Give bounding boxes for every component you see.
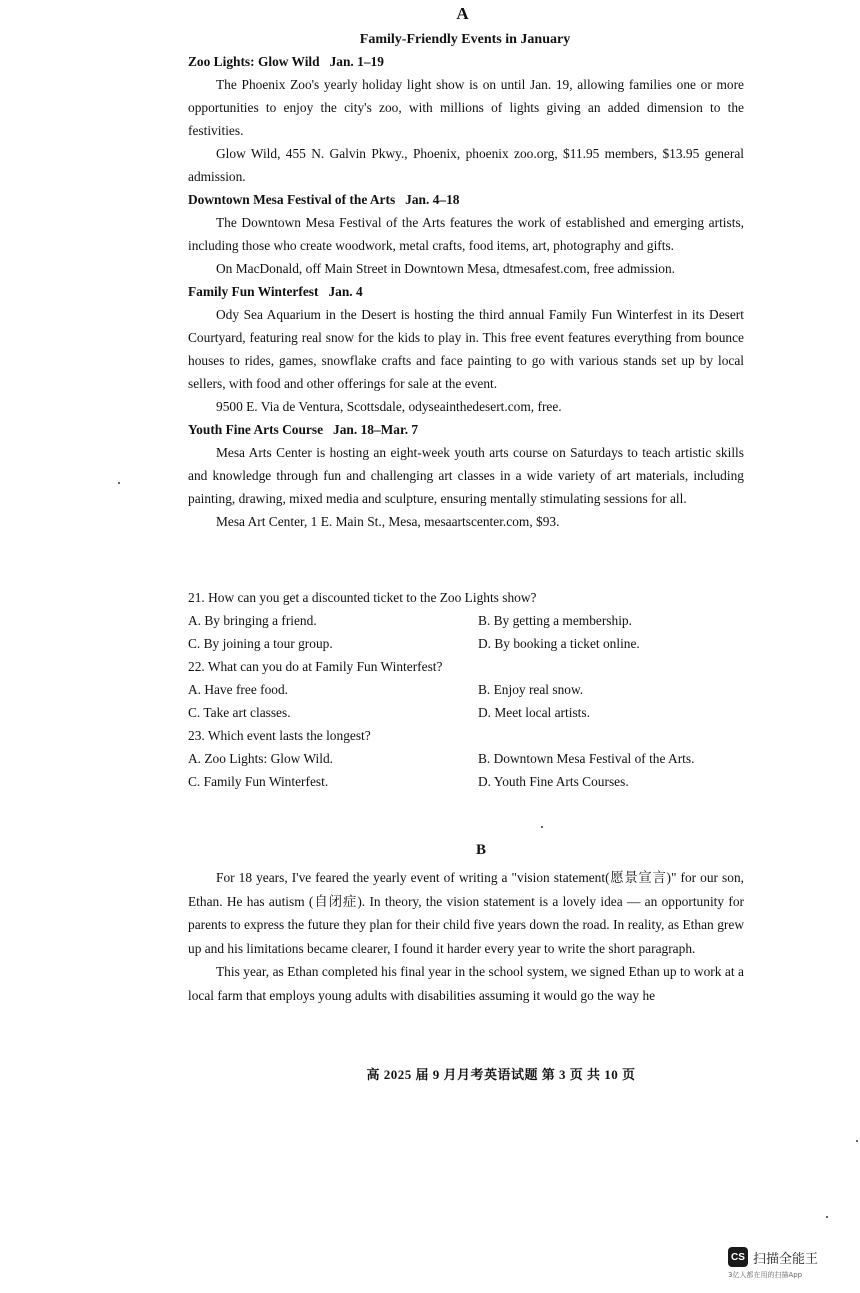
event-heading	[188, 418, 744, 441]
watermark-row	[728, 1247, 838, 1267]
event-dates: Jan. 18–Mar. 7	[333, 422, 419, 437]
event-name: Family Fun Winterfest	[188, 284, 319, 299]
event-description: The Phoenix Zoo's yearly holiday light show is on until Jan. 19, allowing families one or more opportunities to enjoy the city's zoo, with millions of lights giving an added dimension to the festivities.	[188, 77, 744, 138]
option-a: A. By bringing a friend.	[188, 613, 317, 628]
page-footer: 高 2025 届 9 月月考英语试题 第 3 页 共 10 页	[366, 1067, 636, 1082]
event-name: Zoo Lights: Glow Wild	[188, 54, 320, 69]
option-d: D. Meet local artists.	[478, 705, 590, 720]
option-c: C. Family Fun Winterfest.	[188, 774, 329, 789]
event-info: Mesa Art Center, 1 E. Main St., Mesa, mesaartscenter.com, $93.	[216, 514, 560, 529]
passage-paragraph: This year, as Ethan completed his final year in the school system, we signed Ethan up to work at a local farm that employs young adults with disabilities assuming it would go the way he	[188, 964, 744, 1003]
camscanner-logo-icon: CS	[728, 1247, 748, 1267]
option-row	[188, 701, 748, 724]
watermark-tagline: 3亿人都在用的扫描App	[728, 1271, 803, 1279]
option-c: C. Take art classes.	[188, 705, 291, 720]
scan-speck	[856, 1140, 858, 1142]
section-b-letter: B	[475, 842, 486, 858]
question-stem: 21. How can you get a discounted ticket to the Zoo Lights show?	[188, 590, 537, 605]
event-heading	[188, 50, 744, 73]
option-d: D. By booking a ticket online.	[478, 636, 640, 651]
option-b: B. By getting a membership.	[478, 613, 632, 628]
event-description: Mesa Arts Center is hosting an eight-week youth arts course on Saturdays to teach artistic skills and knowledge through fun and challenging art classes in a wide variety of art materials, including painting, drawing, mixed media and sculpture, ensuring mentally stimulating sessions for all.	[188, 445, 744, 506]
passage-a	[188, 50, 744, 533]
event-heading	[188, 188, 744, 211]
option-b: B. Downtown Mesa Festival of the Arts.	[478, 751, 695, 766]
scan-speck	[541, 826, 543, 828]
event-info: Glow Wild, 455 N. Galvin Pkwy., Phoenix, phoenix zoo.org, $11.95 members, $13.95 general admission.	[188, 146, 744, 184]
option-a: A. Have free food.	[188, 682, 289, 697]
passage-b	[188, 866, 744, 1007]
option-row	[188, 609, 748, 632]
question-stem: 23. Which event lasts the longest?	[188, 728, 371, 743]
event-dates: Jan. 1–19	[329, 54, 384, 69]
event-name: Youth Fine Arts Course	[188, 422, 324, 437]
event-description: The Downtown Mesa Festival of the Arts features the work of established and emerging artists, including those who create woodwork, metal crafts, food items, art, photography and gifts.	[188, 215, 744, 253]
option-row	[188, 747, 748, 770]
option-a: A. Zoo Lights: Glow Wild.	[188, 751, 334, 766]
passage-paragraph: For 18 years, I've feared the yearly event of writing a "vision statement(愿景宣言)" for our son, Ethan. He has autism (自闭症). In theory, the vision statement is a lovely idea — an opportunity for parents to express the future they plan for their child five years down the road. In reality, as Ethan grew up and his limitations became clearer, I found it harder every year to write the short paragraph.	[188, 870, 744, 956]
option-d: D. Youth Fine Arts Courses.	[478, 774, 629, 789]
section-a-title: Family-Friendly Events in January	[359, 32, 571, 47]
event-dates: Jan. 4–18	[405, 192, 460, 207]
option-row	[188, 632, 748, 655]
watermark-app-name: 扫描全能王	[753, 1251, 819, 1267]
option-c: C. By joining a tour group.	[188, 636, 333, 651]
scan-speck	[826, 1216, 828, 1218]
event-info: On MacDonald, off Main Street in Downtown Mesa, dtmesafest.com, free admission.	[216, 261, 676, 276]
event-info: 9500 E. Via de Ventura, Scottsdale, odyseainthedesert.com, free.	[216, 399, 562, 414]
option-b: B. Enjoy real snow.	[478, 682, 584, 697]
question-list	[188, 586, 748, 793]
event-dates: Jan. 4	[328, 284, 363, 299]
option-row	[188, 770, 748, 793]
event-name: Downtown Mesa Festival of the Arts	[188, 192, 396, 207]
scanner-watermark	[728, 1247, 838, 1287]
option-row	[188, 678, 748, 701]
section-a-letter: A	[456, 4, 469, 23]
event-description: Ody Sea Aquarium in the Desert is hosting the third annual Family Fun Winterfest in its Desert Courtyard, featuring real snow for the kids to play in. This free event features everything from bounce houses to rides, games, snowflake crafts and face painting to go with various stands set up by local sellers, with food and other offerings for sale at the event.	[188, 307, 744, 391]
event-heading	[188, 280, 744, 303]
question-stem: 22. What can you do at Family Fun Winterfest?	[188, 659, 443, 674]
scan-speck	[118, 482, 120, 484]
